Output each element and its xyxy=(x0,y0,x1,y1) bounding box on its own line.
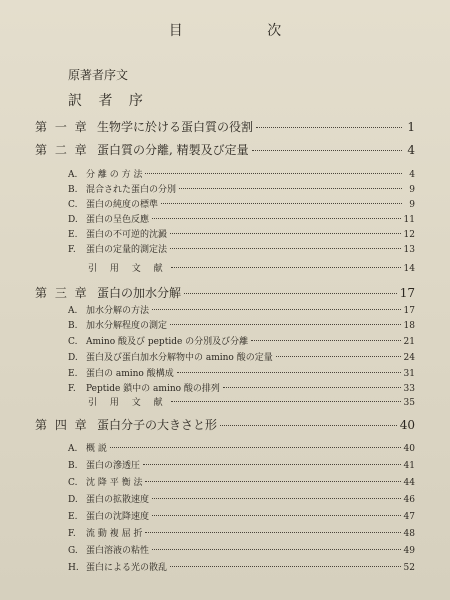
section-entry: D. 蛋白の呈色反應 11 xyxy=(68,215,415,225)
page-number: 17 xyxy=(399,286,415,300)
chapter-entry xyxy=(35,284,415,301)
section-entry: D. 蛋白の拡散速度 46 xyxy=(68,495,415,505)
chapter-entry xyxy=(35,141,415,158)
front-matter-translator: 訳 者 序 xyxy=(68,93,149,109)
chapter-entry xyxy=(35,118,415,135)
front-matter-preface: 原著者序文 xyxy=(68,68,129,82)
section-entry: E. 蛋白の不可逆的沈澱 12 xyxy=(68,230,415,240)
chapter-entry xyxy=(35,416,415,433)
section-entry: C. Amino 酸及び peptide の分別及び分離 21 xyxy=(68,337,415,347)
section-entry: F. Peptide 鎖中の amino 酸の排列 33 xyxy=(68,384,415,394)
section-entry: C. 沈 降 平 衡 法 44 xyxy=(68,478,415,488)
chapter-title: 蛋白質の分離, 精製及び定量 xyxy=(97,143,249,157)
references-entry: 引 用 文 献 14 xyxy=(88,264,415,274)
leader-dots xyxy=(220,425,397,426)
chapter-title: 生物学に於ける蛋白質の役割 xyxy=(97,120,254,134)
section-entry: G. 蛋白溶液の粘性 49 xyxy=(68,546,415,556)
chapter-title: 蛋白の加水分解 xyxy=(97,286,182,300)
page-number: 4 xyxy=(407,143,415,157)
leader-dots xyxy=(184,293,397,294)
section-entry: E. 蛋白の amino 酸構成 31 xyxy=(68,369,415,379)
section-entry: B. 混合された蛋白の分別 9 xyxy=(68,185,415,195)
section-entry: F. 蛋白の定量的測定法 13 xyxy=(68,245,415,255)
leader-dots xyxy=(256,127,402,128)
section-entry: B. 蛋白の滲透圧 41 xyxy=(68,461,415,471)
section-entry: D. 蛋白及び蛋白加水分解物中の amino 酸の定量 24 xyxy=(68,353,415,363)
page-title: 目 次 xyxy=(168,23,322,39)
section-entry: A. 概 説 40 xyxy=(68,444,415,454)
chapter-number: 第 二 章 xyxy=(35,143,89,157)
section-entry: E. 蛋白の沈降速度 47 xyxy=(68,512,415,522)
section-entry: B. 加水分解程度の測定 18 xyxy=(68,321,415,331)
leader-dots xyxy=(252,150,402,151)
section-entry: H. 蛋白による光の散乱 52 xyxy=(68,563,415,573)
section-entry: C. 蛋白の純度の標準 9 xyxy=(68,200,415,210)
section-entry: A. 分 離 の 方 法 4 xyxy=(68,170,415,180)
chapter-number: 第 三 章 xyxy=(35,286,89,300)
chapter-number: 第 四 章 xyxy=(35,418,89,432)
references-entry: 引 用 文 献 35 xyxy=(88,398,415,408)
chapter-title: 蛋白分子の大きさと形 xyxy=(97,418,218,432)
page-number: 40 xyxy=(399,418,415,432)
section-entry: F. 流 動 複 屈 折 48 xyxy=(68,529,415,539)
section-entry: A. 加水分解の方法 17 xyxy=(68,306,415,316)
chapter-number: 第 一 章 xyxy=(35,120,89,134)
page-number: 1 xyxy=(407,120,415,134)
